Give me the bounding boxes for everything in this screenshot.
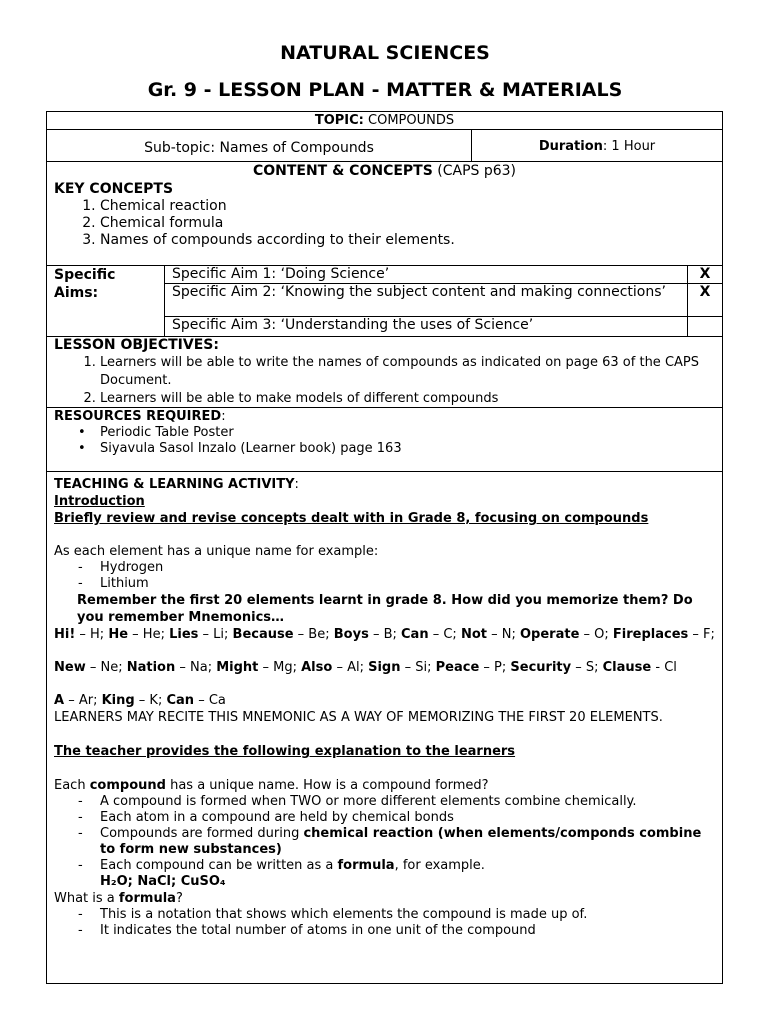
list-item: - It indicates the total number of atoms in one unit of the compound bbox=[100, 923, 715, 939]
element-symbol: – B; bbox=[368, 627, 402, 642]
element-symbol: – P; bbox=[479, 660, 511, 675]
lesson-objectives-heading: LESSON OBJECTIVES: bbox=[54, 337, 219, 353]
element-symbol: – Li; bbox=[198, 627, 233, 642]
element-symbol: – F; bbox=[688, 627, 715, 642]
element-symbol: – Ca bbox=[194, 693, 226, 708]
element-symbol: – C; bbox=[428, 627, 461, 642]
aim-mark: X bbox=[699, 266, 711, 282]
mnemonic-word: Sign bbox=[368, 660, 401, 675]
resources-list bbox=[54, 425, 715, 457]
topic-value: COMPOUNDS bbox=[368, 113, 455, 128]
mnemonic-word: Hi! bbox=[54, 627, 76, 642]
text-span-bold: formula bbox=[337, 858, 395, 873]
each-compound-text bbox=[54, 777, 715, 794]
document-subtitle: Gr. 9 - LESSON PLAN - MATTER & MATERIALS bbox=[147, 79, 623, 101]
mnemonic-word: He bbox=[108, 627, 129, 642]
aim-text: Specific Aim 1: ‘Doing Science’ bbox=[165, 266, 688, 283]
concepts-heading-label: CONTENT & CONCEPTS bbox=[252, 163, 433, 179]
mnemonic-line-2 bbox=[54, 659, 715, 676]
lesson-objectives-list bbox=[54, 354, 715, 408]
mnemonic-word: Lies bbox=[169, 627, 199, 642]
remember-text: Remember the first 20 elements learnt in grade 8. How did you memorize them? Do you remember Mnemonics… bbox=[77, 593, 693, 625]
element-symbol: – Mg; bbox=[258, 660, 302, 675]
mnemonic-word: New bbox=[54, 660, 86, 675]
element-symbol: – He; bbox=[128, 627, 170, 642]
element-symbol: – Na; bbox=[175, 660, 217, 675]
text-span: What is a bbox=[54, 891, 119, 906]
topic-row bbox=[47, 112, 722, 130]
text-span: , for example. bbox=[394, 858, 485, 873]
element-symbol: – Si; bbox=[400, 660, 436, 675]
key-concepts-label: KEY CONCEPTS bbox=[54, 181, 174, 197]
aim-row bbox=[165, 266, 722, 284]
teaching-activity-section bbox=[47, 472, 722, 983]
resources-colon: : bbox=[221, 409, 226, 424]
topic-label: TOPIC: bbox=[314, 113, 364, 128]
list-item: 2. Learners will be able to make models of different compounds bbox=[100, 390, 715, 408]
duration-cell bbox=[472, 130, 722, 161]
element-symbol: – K; bbox=[134, 693, 167, 708]
subtopic-text: Sub-topic: Names of Compounds bbox=[47, 130, 472, 161]
activity-heading bbox=[54, 476, 715, 493]
element-symbol: – N; bbox=[486, 627, 520, 642]
compound-facts-list bbox=[54, 794, 715, 890]
aim-row bbox=[165, 317, 722, 336]
concepts-heading bbox=[54, 163, 715, 180]
mnemonic-word: Might bbox=[216, 660, 259, 675]
resources-section bbox=[47, 408, 722, 472]
element-symbol: – Ne; bbox=[85, 660, 127, 675]
text-span: Each bbox=[54, 778, 90, 793]
aim-text: Specific Aim 3: ‘Understanding the uses of Science’ bbox=[165, 317, 688, 336]
aim-mark: X bbox=[699, 283, 711, 300]
mnemonic-word: Fireplaces bbox=[612, 627, 689, 642]
element-symbol: – O; bbox=[579, 627, 613, 642]
mnemonic-word: Not bbox=[460, 627, 487, 642]
list-item: - A compound is formed when TWO or more different elements combine chemically. bbox=[100, 794, 715, 810]
subtopic-row bbox=[47, 130, 722, 162]
specific-aims-row bbox=[47, 266, 722, 337]
mnemonic-word: Nation bbox=[126, 660, 176, 675]
lesson-plan-table bbox=[46, 111, 723, 984]
list-item: • Siyavula Sasol Inzalo (Learner book) page 163 bbox=[100, 441, 715, 457]
formula-facts-list bbox=[54, 907, 715, 939]
duration-value: : 1 Hour bbox=[602, 139, 656, 154]
concepts-reference: (CAPS p63) bbox=[432, 163, 517, 179]
specific-aims-label: Specific Aims: bbox=[47, 266, 165, 336]
examples-list bbox=[54, 560, 715, 592]
aim-mark bbox=[688, 317, 722, 336]
mnemonic-word: A bbox=[54, 693, 65, 708]
element-symbol: – H; bbox=[75, 627, 109, 642]
list-item: 2. Chemical formula bbox=[100, 215, 715, 232]
recite-text: LEARNERS MAY RECITE THIS MNEMONIC AS A WAY OF MEMORIZING THE FIRST 20 ELEMENTS. bbox=[54, 710, 663, 725]
specific-aims-list bbox=[165, 266, 722, 336]
formula-examples: H₂O; NaCl; CuSO₄ bbox=[100, 874, 226, 889]
resources-heading bbox=[54, 408, 715, 425]
list-item: - Lithium bbox=[100, 576, 715, 592]
mnemonic-word: Can bbox=[166, 693, 195, 708]
mnemonic-word: Operate bbox=[520, 627, 580, 642]
teacher-explanation-heading: The teacher provides the following explanation to the learners bbox=[54, 744, 516, 759]
introduction-heading: Introduction bbox=[54, 494, 145, 509]
resources-heading-label: RESOURCES REQUIRED bbox=[54, 409, 222, 424]
mnemonic-word: Boys bbox=[333, 627, 369, 642]
lesson-objectives-section bbox=[47, 337, 722, 408]
each-element-text: As each element has a unique name for example: bbox=[54, 544, 379, 559]
activity-heading-label: TEACHING & LEARNING ACTIVITY bbox=[54, 477, 295, 492]
element-symbol: – Be; bbox=[293, 627, 334, 642]
mnemonic-word: King bbox=[101, 693, 135, 708]
review-heading: Briefly review and revise concepts dealt with in Grade 8, focusing on compounds bbox=[54, 511, 649, 526]
what-is-formula-text bbox=[54, 890, 715, 907]
key-concepts-list bbox=[54, 198, 715, 249]
element-symbol: – S; bbox=[571, 660, 603, 675]
duration-label: Duration bbox=[538, 139, 603, 154]
list-item: • Periodic Table Poster bbox=[100, 425, 715, 441]
text-span-bold: chemical reaction (when elements/componds combine to form new substances) bbox=[100, 826, 702, 857]
activity-colon: : bbox=[294, 477, 299, 492]
mnemonic-word: Security bbox=[510, 660, 572, 675]
mnemonic-word: Can bbox=[401, 627, 429, 642]
text-span: has a unique name. How is a compound formed? bbox=[165, 778, 489, 793]
element-symbol: – Ar; bbox=[64, 693, 102, 708]
text-span: Compounds are formed during bbox=[100, 826, 304, 841]
mnemonic-word: Clause bbox=[602, 660, 652, 675]
document-title: NATURAL SCIENCES bbox=[280, 42, 490, 64]
mnemonic-line-1 bbox=[54, 626, 715, 643]
list-item: - Hydrogen bbox=[100, 560, 715, 576]
mnemonic-word: Peace bbox=[435, 660, 480, 675]
list-item: 3. Names of compounds according to their elements. bbox=[100, 232, 715, 249]
list-item: - Each atom in a compound are held by chemical bonds bbox=[100, 810, 715, 826]
element-symbol: – Al; bbox=[332, 660, 369, 675]
mnemonic-line-3 bbox=[54, 692, 715, 709]
text-span: Each compound can be written as a bbox=[100, 858, 338, 873]
list-item: 1. Chemical reaction bbox=[100, 198, 715, 215]
text-span-bold: compound bbox=[89, 778, 166, 793]
text-span-bold: formula bbox=[118, 891, 176, 906]
concepts-section bbox=[47, 162, 722, 266]
list-item: - This is a notation that shows which elements the compound is made up of. bbox=[100, 907, 715, 923]
aim-row bbox=[165, 284, 722, 318]
list-item bbox=[100, 826, 715, 858]
mnemonic-word: Because bbox=[232, 627, 294, 642]
list-item: 1. Learners will be able to write the names of compounds as indicated on page 63 of the CAPS Document. bbox=[100, 354, 715, 390]
mnemonic-word: Also bbox=[301, 660, 333, 675]
text-span: ? bbox=[175, 891, 183, 906]
list-item bbox=[100, 858, 715, 890]
aim-text: Specific Aim 2: ‘Knowing the subject content and making connections’ bbox=[165, 284, 688, 317]
element-symbol: - Cl bbox=[651, 660, 677, 675]
